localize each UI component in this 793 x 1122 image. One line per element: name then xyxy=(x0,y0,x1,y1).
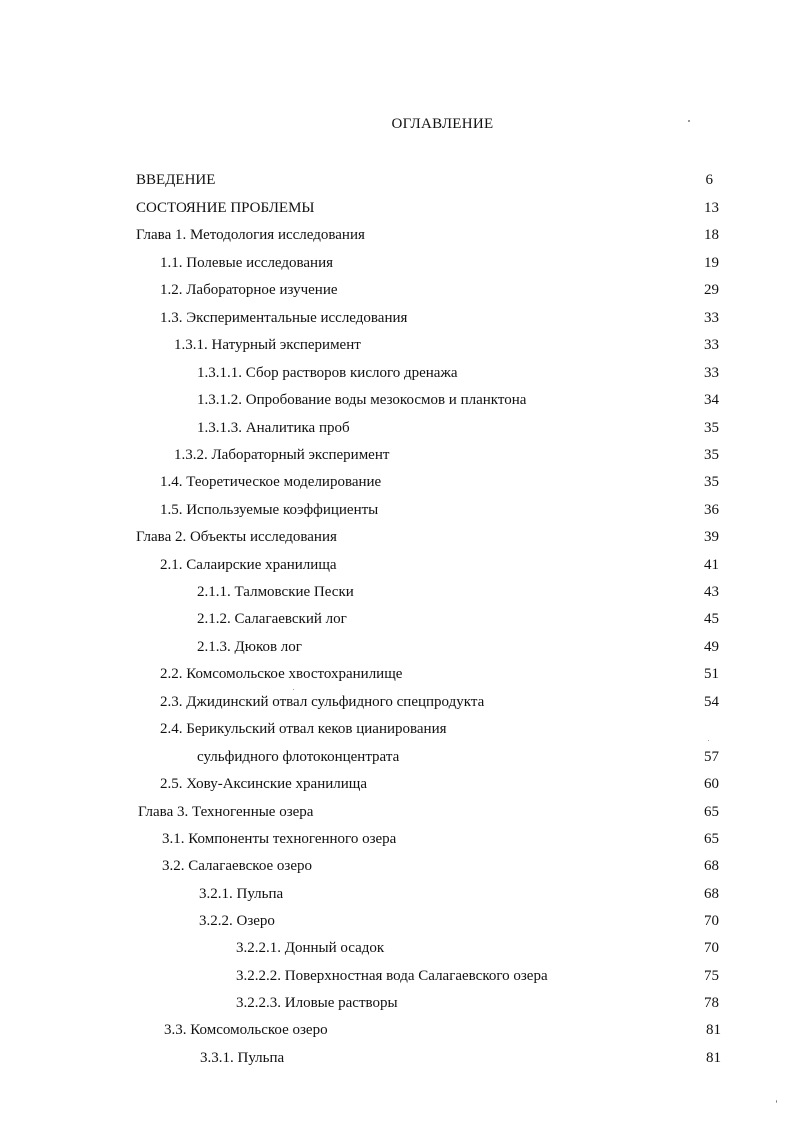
toc-entry-label: 3.2.2. Озеро xyxy=(199,913,275,929)
toc-entry-label: 3.2.2.3. Иловые растворы xyxy=(236,995,398,1011)
toc-entry xyxy=(0,253,793,273)
toc-entry xyxy=(0,856,793,876)
toc-entry xyxy=(0,637,793,657)
toc-entry-label: СОСТОЯНИЕ ПРОБЛЕМЫ xyxy=(136,200,315,216)
toc-entry xyxy=(0,390,793,410)
toc-entry xyxy=(0,308,793,328)
toc-entry-page: 75 xyxy=(704,968,719,984)
toc-entry xyxy=(0,664,793,684)
toc-entry-label: Глава 3. Техногенные озера xyxy=(138,804,314,820)
toc-entry xyxy=(0,884,793,904)
toc-entry-label: 3.2.2.2. Поверхностная вода Салагаевского озера xyxy=(236,968,548,984)
toc-entry-page: 70 xyxy=(704,940,719,956)
toc-entry-page: 35 xyxy=(704,474,719,490)
toc-entry xyxy=(0,966,793,986)
toc-entry-page: 18 xyxy=(704,227,719,243)
toc-entry xyxy=(0,445,793,465)
toc-entry-label: 1.3.1.3. Аналитика проб xyxy=(197,420,350,436)
toc-entry-page: 39 xyxy=(704,529,719,545)
toc-entry xyxy=(0,500,793,520)
scan-speck xyxy=(708,740,709,741)
toc-entry xyxy=(0,472,793,492)
toc-entry xyxy=(0,1020,793,1040)
toc-entry-label: 3.3.1. Пульпа xyxy=(200,1050,285,1066)
toc-entry-page: 81 xyxy=(706,1022,721,1038)
toc-entry xyxy=(0,527,793,547)
toc-entry-label: 3.2. Салагаевское озеро xyxy=(162,858,313,874)
toc-entry-label: 2.1.1. Талмовские Пески xyxy=(197,584,354,600)
toc-entry-page: 54 xyxy=(704,694,719,710)
toc-entry-label: 2.5. Хову-Аксинские хранилища xyxy=(160,776,367,792)
toc-entry-label: 2.2. Комсомольское хвостохранилище xyxy=(160,666,403,682)
scan-speck xyxy=(293,689,294,690)
toc-entry-label: ВВЕДЕНИЕ xyxy=(136,172,216,188)
toc-entry-page: 57 xyxy=(704,749,719,765)
scan-speck xyxy=(688,120,690,122)
toc-entry-page: 43 xyxy=(704,584,719,600)
toc-entry-page: 78 xyxy=(704,995,719,1011)
toc-entry xyxy=(0,555,793,575)
page-title: ОГЛАВЛЕНИЕ xyxy=(391,116,494,132)
toc-entry xyxy=(0,719,793,739)
toc-entry-page: 33 xyxy=(704,337,719,353)
toc-entry-page: 68 xyxy=(704,886,719,902)
toc-entry xyxy=(0,335,793,355)
toc-entry xyxy=(0,774,793,794)
toc-entry-page: 6 xyxy=(705,172,713,188)
toc-entry-label: 2.3. Джидинский отвал сульфидного спецпродукта xyxy=(160,694,485,710)
toc-entry-page: 41 xyxy=(704,557,719,573)
toc-entry-page: 35 xyxy=(704,447,719,463)
toc-entry-label: Глава 2. Объекты исследования xyxy=(136,529,337,545)
toc-entry xyxy=(0,747,793,767)
toc-entry-label: 1.3.1.1. Сбор растворов кислого дренажа xyxy=(197,365,458,381)
toc-entry-label: 2.1. Салаирские хранилища xyxy=(160,557,337,573)
toc-entry xyxy=(0,170,793,190)
toc-entry-page: 35 xyxy=(704,420,719,436)
toc-entry-label: 1.3. Экспериментальные исследования xyxy=(160,310,408,326)
toc-entry-page: 33 xyxy=(704,365,719,381)
toc-entry-page: 81 xyxy=(706,1050,721,1066)
toc-entry-page: 49 xyxy=(704,639,719,655)
toc-entry-page: 60 xyxy=(704,776,719,792)
toc-entry-page: 51 xyxy=(704,666,719,682)
toc-entry xyxy=(0,609,793,629)
scan-speck xyxy=(776,1100,777,1103)
toc-entry-label: 1.3.1. Натурный эксперимент xyxy=(174,337,361,353)
toc-entry xyxy=(0,993,793,1013)
toc-entry xyxy=(0,692,793,712)
toc-entry xyxy=(0,280,793,300)
toc-entry-page: 33 xyxy=(704,310,719,326)
toc-entry xyxy=(0,911,793,931)
toc-entry xyxy=(0,1048,793,1068)
toc-entry-label: 3.1. Компоненты техногенного озера xyxy=(162,831,397,847)
toc-entry-page: 68 xyxy=(704,858,719,874)
toc-entry-label: 2.4. Берикульский отвал кеков цианирования xyxy=(160,721,447,737)
toc-entry-page: 34 xyxy=(704,392,719,408)
toc-entry-page: 36 xyxy=(704,502,719,518)
toc-entry-page: 65 xyxy=(704,831,719,847)
toc-entry xyxy=(0,829,793,849)
toc-entry-label: сульфидного флотоконцентрата xyxy=(197,749,400,765)
toc-entry xyxy=(0,802,793,822)
toc-entry xyxy=(0,938,793,958)
toc-entry-label: 1.5. Используемые коэффициенты xyxy=(160,502,379,518)
toc-entry-label: Глава 1. Методология исследования xyxy=(136,227,365,243)
toc-entry xyxy=(0,418,793,438)
toc-entry-label: 1.1. Полевые исследования xyxy=(160,255,334,271)
toc-entry-label: 3.2.1. Пульпа xyxy=(199,886,284,902)
toc-entry-label: 1.3.2. Лабораторный эксперимент xyxy=(174,447,390,463)
toc-entry-label: 1.4. Теоретическое моделирование xyxy=(160,474,382,490)
toc-entry-page: 70 xyxy=(704,913,719,929)
toc-entry-page: 45 xyxy=(704,611,719,627)
toc-entry xyxy=(0,198,793,218)
toc-entry xyxy=(0,363,793,383)
toc-entry-label: 2.1.3. Дюков лог xyxy=(197,639,302,655)
toc-entry-page: 29 xyxy=(704,282,719,298)
toc-entry-page: 13 xyxy=(704,200,719,216)
toc-entry-page: 19 xyxy=(704,255,719,271)
toc-entry-label: 3.2.2.1. Донный осадок xyxy=(236,940,385,956)
toc-entry xyxy=(0,582,793,602)
toc-entry-label: 2.1.2. Салагаевский лог xyxy=(197,611,347,627)
toc-entry-label: 1.2. Лабораторное изучение xyxy=(160,282,338,298)
toc-entry xyxy=(0,225,793,245)
toc-entry-page: 65 xyxy=(704,804,719,820)
toc-entry-label: 3.3. Комсомольское озеро xyxy=(164,1022,328,1038)
toc-entry-label: 1.3.1.2. Опробование воды мезокосмов и планктона xyxy=(197,392,527,408)
